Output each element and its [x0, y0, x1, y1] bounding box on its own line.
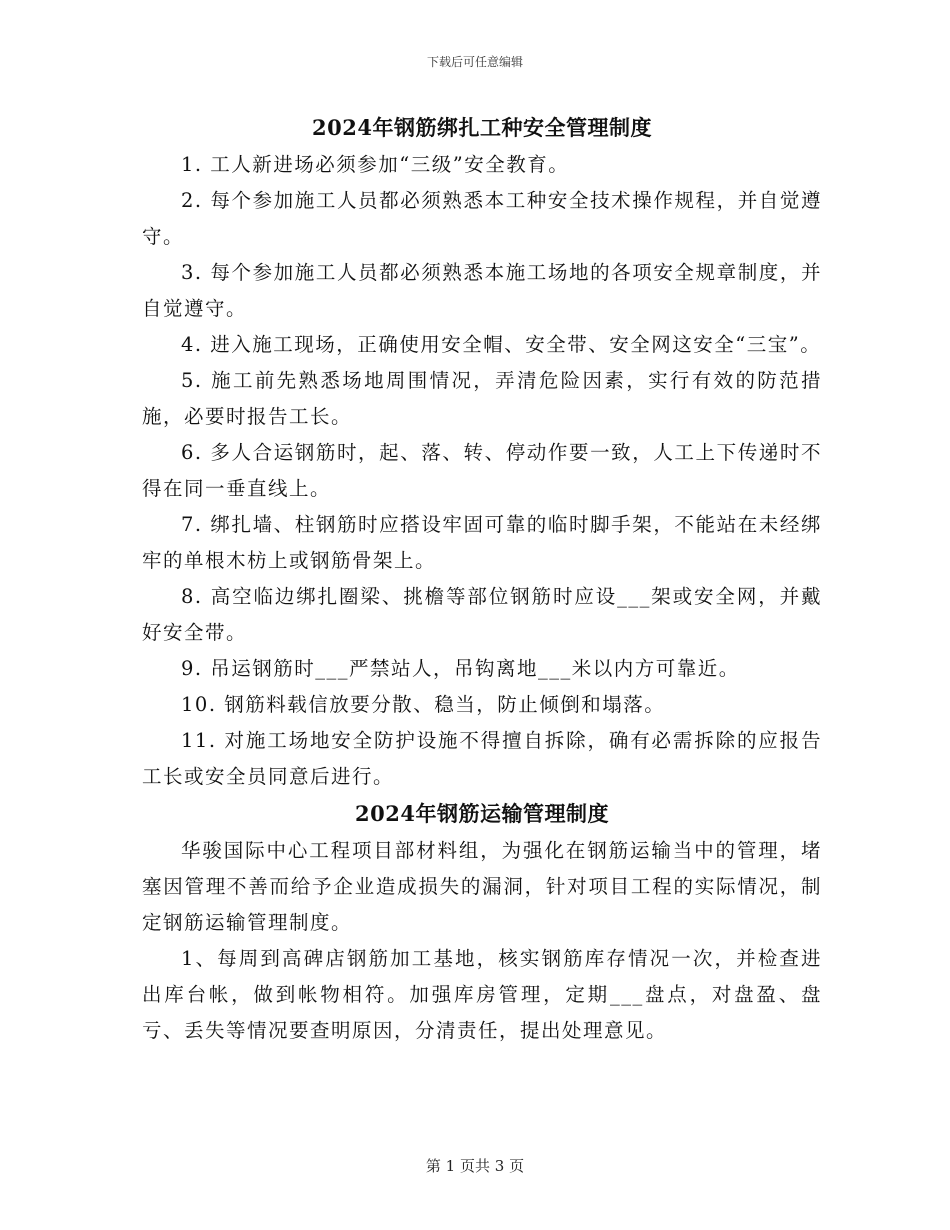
- section-title-rebar-binding: 2024年钢筋绑扎工种安全管理制度: [312, 115, 652, 140]
- header-note: 下载后可任意编辑: [426, 55, 523, 69]
- transport-intro-paragraph: 华骏国际中心工程项目部材料组，为强化在钢筋运输当中的管理，堵塞因管理不善而给予企业造成损失的漏洞，针对项目工程的实际情况，制定钢筋运输管理制度。: [142, 839, 822, 934]
- rule-item-4: 4. 进入施工现场，正确使用安全帽、安全带、安全网这安全“三宝”。: [181, 333, 822, 356]
- rule-item-6: 6. 多人合运钢筋时，起、落、转、停动作要一致，人工上下传递时不得在同一垂直线上。: [142, 441, 822, 500]
- page-footer: 第 1 页共 3 页: [425, 1157, 525, 1175]
- rule-item-9: 9. 吊运钢筋时___严禁站人，吊钩离地___米以内方可靠近。: [181, 657, 740, 680]
- rule-item-10: 10. 钢筋料载信放要分散、稳当，防止倾倒和塌落。: [181, 693, 666, 716]
- transport-rule-1: 1、每周到高碑店钢筋加工基地，核实钢筋库存情况一次，并检查进出库台帐，做到帐物相符。加强库房管理，定期___盘点，对盘盈、盘亏、丢失等情况要查明原因，分清责任，提出处理意见。: [142, 947, 822, 1042]
- document-body: [142, 113, 822, 1049]
- rule-item-1: 1. 工人新进场必须参加“三级”安全教育。: [181, 153, 570, 176]
- rule-item-11: 11. 对施工场地安全防护设施不得擅自拆除，确有必需拆除的应报告工长或安全员同意后进行。: [142, 729, 822, 788]
- rule-item-2: 2. 每个参加施工人员都必须熟悉本工种安全技术操作规程，并自觉遵守。: [142, 189, 822, 248]
- rule-item-7: 7. 绑扎墙、柱钢筋时应搭设牢固可靠的临时脚手架，不能站在未经绑牢的单根木枋上或钢筋骨架上。: [142, 513, 822, 572]
- rule-item-3: 3. 每个参加施工人员都必须熟悉本施工场地的各项安全规章制度，并自觉遵守。: [142, 261, 822, 320]
- section-title-rebar-transport: 2024年钢筋运输管理制度: [355, 801, 609, 826]
- rule-item-8: 8. 高空临边绑扎圈梁、挑檐等部位钢筋时应设___架或安全网，并戴好安全带。: [142, 585, 822, 644]
- rule-item-5: 5. 施工前先熟悉场地周围情况，弄清危险因素，实行有效的防范措施，必要时报告工长。: [142, 369, 822, 428]
